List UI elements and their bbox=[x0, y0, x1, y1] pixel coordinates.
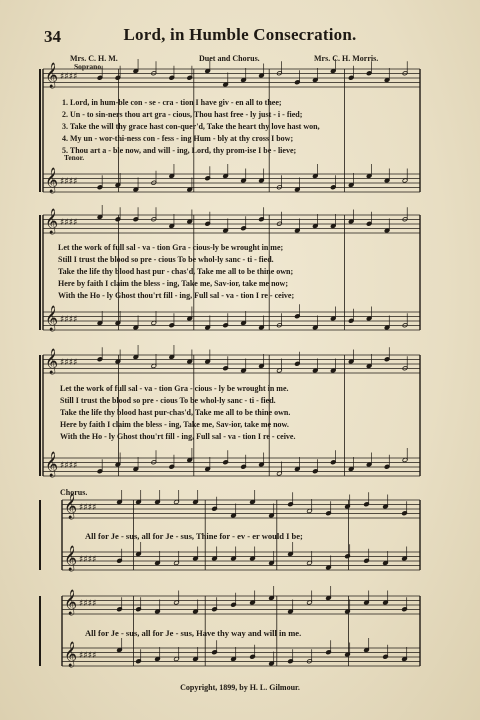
system-2-clef: 𝄞 bbox=[45, 306, 59, 331]
verse-2-line: 2. Un - to sin-ners thou art gra - cious, Thou hast free - ly just - i - fied; bbox=[62, 110, 303, 119]
verse-5-line: With the Ho - ly Ghost thou'rt fill - ing, Full sal - va - tion I re - ceive; bbox=[58, 291, 295, 300]
system-1-clef: 𝄞 bbox=[45, 168, 59, 193]
verse-3-line: Take the life thy blood hast pur - chas'd, Take me all to be thine own; bbox=[58, 267, 294, 276]
chorus-system-1-clef: 𝄞 bbox=[64, 494, 78, 519]
tenor-label: Tenor. bbox=[64, 153, 85, 162]
system-3-key-signature: ♯♯♯♯ bbox=[60, 461, 78, 471]
chorus-system-1-key-signature: ♯♯♯♯ bbox=[79, 503, 97, 513]
words-author: Mrs. C. H. M. bbox=[70, 54, 118, 63]
system-2-key-signature: ♯♯♯♯ bbox=[60, 315, 78, 325]
chorus-line-1: All for Je - sus, all for Je - sus, Thine for - ev - er would I be; bbox=[85, 531, 303, 541]
system-1-key-signature: ♯♯♯♯ bbox=[60, 72, 78, 82]
chorus-system-2-clef: 𝄞 bbox=[64, 590, 78, 615]
system-2-key-signature: ♯♯♯♯ bbox=[60, 218, 78, 228]
system-2-clef: 𝄞 bbox=[45, 209, 59, 234]
system-3-clef: 𝄞 bbox=[45, 452, 59, 477]
chorus-system-1-clef: 𝄞 bbox=[64, 546, 78, 571]
verse-3-line: 3. Take the will thy grace hast con-quer'd, Take the heart thy love hast won, bbox=[62, 122, 320, 131]
verse-3-line: Take the life thy blood hast pur-chas'd, Take me all to be thine own. bbox=[60, 408, 291, 417]
arrangement-note: Duet and Chorus. bbox=[199, 54, 260, 63]
music-author: Mrs. C. H. Morris. bbox=[314, 54, 379, 63]
verse-5-line: With the Ho - ly Ghost thou'rt fill - ing, Full sal - va - tion I re - ceive. bbox=[60, 432, 296, 441]
chorus-system-2-clef: 𝄞 bbox=[64, 642, 78, 667]
system-3-key-signature: ♯♯♯♯ bbox=[60, 358, 78, 368]
system-1-key-signature: ♯♯♯♯ bbox=[60, 177, 78, 187]
verse-4-line: Here by faith I claim the bless - ing, Take me, Sav-ior, take me now. bbox=[60, 420, 289, 429]
hymn-title: Lord, in Humble Consecration. bbox=[123, 25, 357, 44]
verse-4-line: Here by faith I claim the bless - ing, Take me, Sav-ior, take me now; bbox=[58, 279, 288, 288]
verse-1-line: 1. Lord, in hum-ble con - se - cra - tion I have giv - en all to thee; bbox=[62, 98, 282, 107]
chorus-system-2-key-signature: ♯♯♯♯ bbox=[79, 599, 97, 609]
verse-5-line: 5. Thou art a - ble now, and will - ing, Lord, thy prom-ise I be - lieve; bbox=[62, 146, 297, 155]
system-1-clef: 𝄞 bbox=[45, 63, 59, 88]
chorus-line-2: All for Je - sus, all for Je - sus, Have thy way and will in me. bbox=[85, 628, 302, 638]
system-3-clef: 𝄞 bbox=[45, 349, 59, 374]
page-number: 34 bbox=[44, 27, 61, 46]
soprano-label: Soprano. bbox=[74, 62, 103, 71]
chorus-system-1-key-signature: ♯♯♯♯ bbox=[79, 555, 97, 565]
verse-1-line: Let the work of full sal - va - tion Gra - cious-ly be wrought in me; bbox=[58, 243, 284, 252]
verse-1-line: Let the work of full sal - va - tion Gra - cious - ly be wrought in me. bbox=[60, 384, 289, 393]
chorus-system-2-key-signature: ♯♯♯♯ bbox=[79, 651, 97, 661]
verse-4-line: 4. My un - wor-thi-ness con - fess - ing Hum - bly at thy cross I bow; bbox=[62, 134, 294, 143]
verse-2-line: Still I trust the blood so pre - cious To be whol-ly sanc - ti - fied. bbox=[60, 396, 276, 405]
copyright-notice: Copyright, 1899, by H. L. Gilmour. bbox=[180, 683, 300, 692]
verse-2-line: Still I trust the blood so pre - cious To be whol-ly sanc - ti - fied. bbox=[58, 255, 274, 264]
chorus-label: Chorus. bbox=[60, 488, 88, 497]
